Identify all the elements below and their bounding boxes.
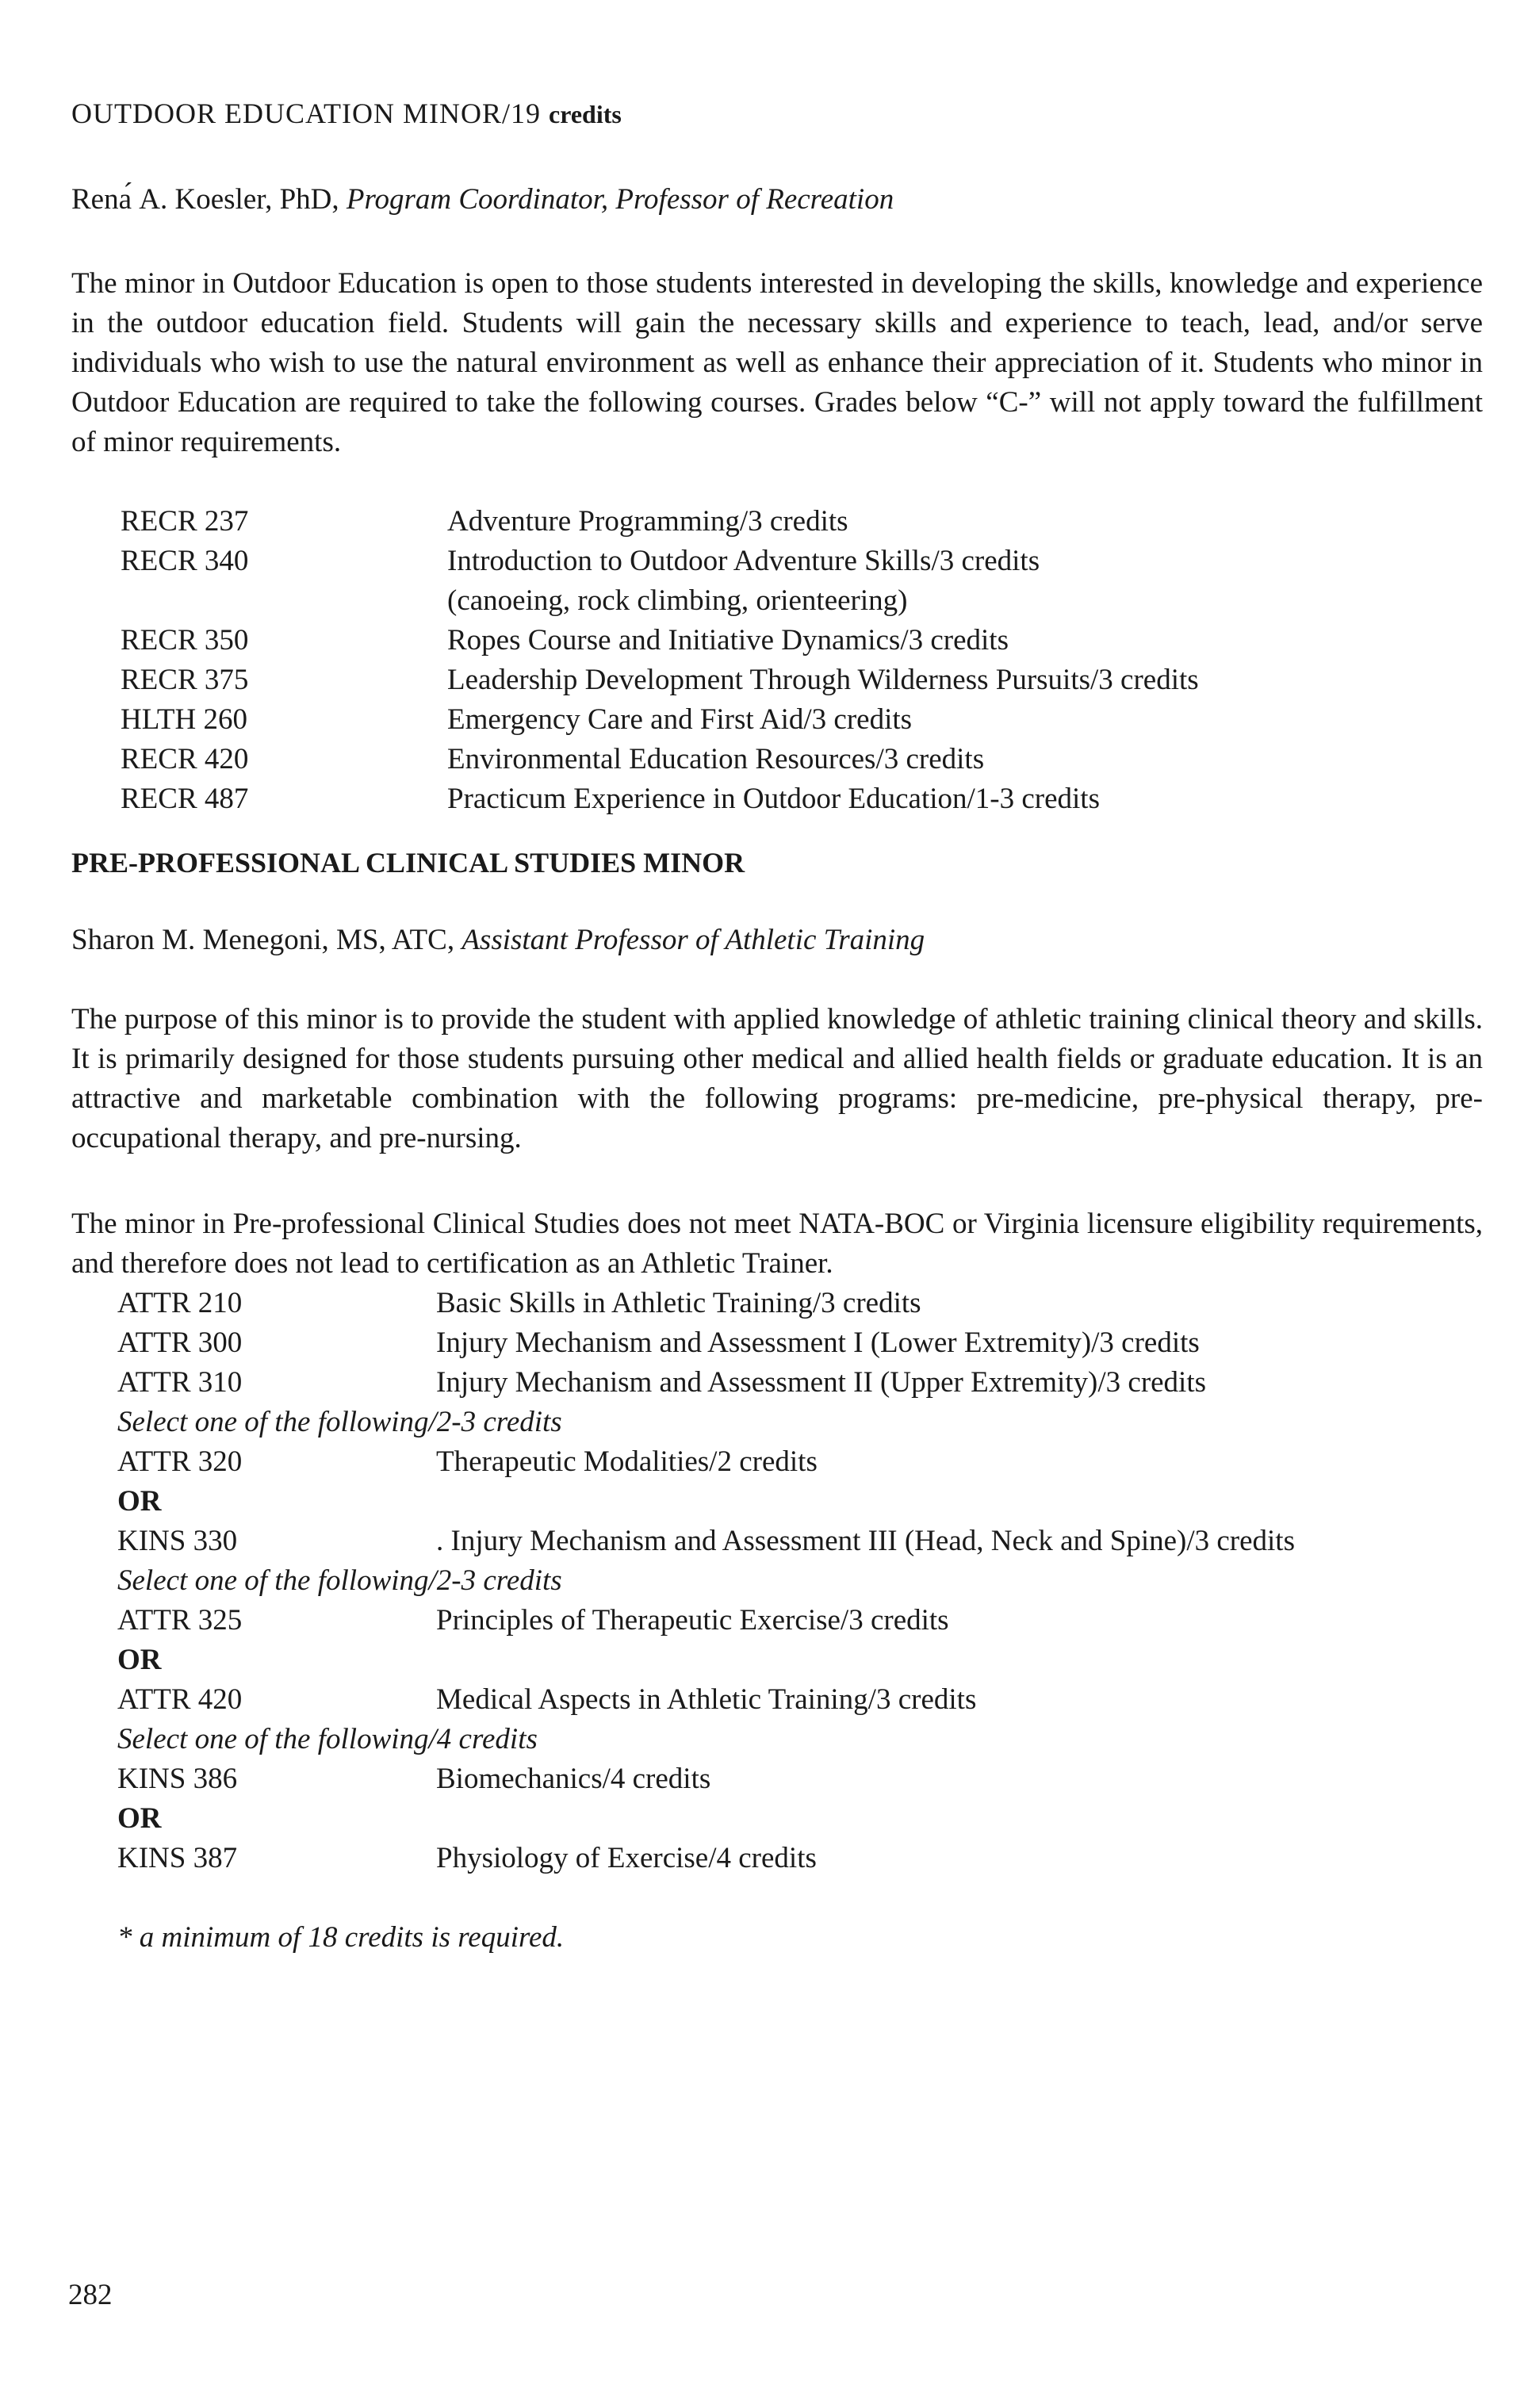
course-code: KINS 330: [117, 1525, 238, 1557]
course-description: Emergency Care and First Aid/3 credits: [447, 703, 913, 736]
outdoor-course-row: [71, 660, 1483, 700]
clinical-studies-heading: PRE-PROFESSIONAL CLINICAL STUDIES MINOR: [71, 847, 745, 879]
clinical-course-row: [71, 1442, 1483, 1482]
course-code: ATTR 320: [117, 1445, 243, 1478]
outdoor-course-row: [71, 621, 1483, 660]
outdoor-coordinator-name: Renа́ A. Koesler, PhD,: [71, 183, 339, 216]
clinical-course-row: [71, 1759, 1483, 1799]
clinical-coordinator: [71, 921, 1483, 960]
outdoor-description: The minor in Outdoor Education is open to those students interested in developing the skills, knowledge and experience in the outdoor education field. Students will gain the necessary skills and experience to teach, lead, and/or serve individuals who wish to use the natural environment as well as enhance their appreciation of it. Students who minor in Outdoor Education are required to take the following courses. Grades below “C-” will not apply toward the fulfillment of minor requirements.: [71, 267, 1483, 458]
or-label: OR: [117, 1485, 162, 1518]
course-description: Injury Mechanism and Assessment II (Upper Extremity)/3 credits: [436, 1366, 1207, 1399]
outdoor-course-row: [71, 502, 1483, 542]
course-code: RECR 487: [121, 783, 249, 815]
or-label: OR: [117, 1644, 162, 1676]
course-description: Biomechanics/4 credits: [436, 1763, 711, 1795]
course-code: RECR 420: [121, 743, 249, 775]
course-code: ATTR 310: [117, 1366, 243, 1399]
clinical-description-licensure: The minor in Pre-professional Clinical Studies does not meet NATA-BOC or Virginia licensure eligibility requirements, and therefore does not lead to certification as an Athletic Trainer.: [71, 1208, 1483, 1280]
clinical-course-row: [71, 1601, 1483, 1640]
course-code: RECR 375: [121, 664, 249, 696]
course-code: RECR 350: [121, 624, 249, 657]
outdoor-coordinator-title: Program Coordinator, Professor of Recreation: [346, 183, 894, 216]
outdoor-course-list: [71, 502, 1483, 819]
outdoor-heading-text: OUTDOOR EDUCATION MINOR/19: [71, 98, 541, 129]
clinical-description-purpose: The purpose of this minor is to provide the student with applied knowledge of athletic training clinical theory and skills. It is primarily designed for those students pursuing other medical and allied health fields or graduate education. It is an attractive and marketable combination with the following programs: pre-medicine, pre-physical therapy, pre-occupational therapy, and pre-nursing.: [71, 1003, 1483, 1154]
select-one-label: Select one of the following/2-3 credits: [117, 1406, 562, 1438]
clinical-course-row: [71, 1323, 1483, 1363]
outdoor-heading-credits: credits: [548, 100, 622, 128]
clinical-course-row: [71, 1363, 1483, 1403]
outdoor-coordinator: [71, 180, 1483, 220]
outdoor-course-row: [71, 740, 1483, 779]
course-description: Therapeutic Modalities/2 credits: [436, 1445, 818, 1478]
course-code: ATTR 420: [117, 1683, 243, 1716]
select-one-label: Select one of the following/2-3 credits: [117, 1564, 562, 1597]
minimum-credits-note: * a minimum of 18 credits is required.: [117, 1921, 565, 1954]
course-description: Adventure Programming/3 credits: [447, 505, 848, 538]
course-code: ATTR 300: [117, 1327, 243, 1359]
clinical-course-row: [71, 1284, 1483, 1323]
course-description: Ropes Course and Initiative Dynamics/3 credits: [447, 624, 1009, 657]
outdoor-course-row: [71, 542, 1483, 581]
course-code: KINS 387: [117, 1842, 238, 1874]
course-description: . Injury Mechanism and Assessment III (Head, Neck and Spine)/3 credits: [436, 1525, 1295, 1557]
select-one-label: Select one of the following/4 credits: [117, 1723, 538, 1755]
clinical-coordinator-name: Sharon M. Menegoni, MS, ATC,: [71, 924, 455, 956]
clinical-course-row: [71, 1680, 1483, 1720]
outdoor-course-row: [71, 700, 1483, 740]
course-description: (canoeing, rock climbing, orienteering): [447, 584, 908, 617]
clinical-studies-section: [71, 843, 1483, 1958]
outdoor-course-row: [71, 779, 1483, 819]
course-description: Injury Mechanism and Assessment I (Lower Extremity)/3 credits: [436, 1327, 1200, 1359]
clinical-coordinator-title: Assistant Professor of Athletic Training: [461, 924, 925, 956]
page-number: 282: [68, 2279, 113, 2311]
course-code: HLTH 260: [121, 703, 247, 736]
course-description: Practicum Experience in Outdoor Education/1-3 credits: [447, 783, 1100, 815]
clinical-course-row: [71, 1839, 1483, 1878]
course-code: ATTR 325: [117, 1604, 243, 1637]
course-description: Basic Skills in Athletic Training/3 credits: [436, 1287, 921, 1319]
course-code: KINS 386: [117, 1763, 238, 1795]
catalog-page: [71, 94, 1483, 1958]
course-description: Introduction to Outdoor Adventure Skills/3 credits: [447, 545, 1040, 577]
course-description: Leadership Development Through Wilderness Pursuits/3 credits: [447, 664, 1199, 696]
outdoor-course-row: [71, 581, 1483, 621]
course-description: Physiology of Exercise/4 credits: [436, 1842, 817, 1874]
course-code: RECR 340: [121, 545, 249, 577]
outdoor-education-heading: [71, 94, 1483, 134]
or-label: OR: [117, 1802, 162, 1835]
clinical-course-row: [71, 1522, 1483, 1561]
course-description: Medical Aspects in Athletic Training/3 credits: [436, 1683, 977, 1716]
clinical-course-list: [71, 1284, 1483, 1878]
outdoor-education-section: [71, 94, 1483, 819]
course-code: RECR 237: [121, 505, 249, 538]
course-description: Principles of Therapeutic Exercise/3 credits: [436, 1604, 949, 1637]
course-code: ATTR 210: [117, 1287, 243, 1319]
course-description: Environmental Education Resources/3 credits: [447, 743, 985, 775]
